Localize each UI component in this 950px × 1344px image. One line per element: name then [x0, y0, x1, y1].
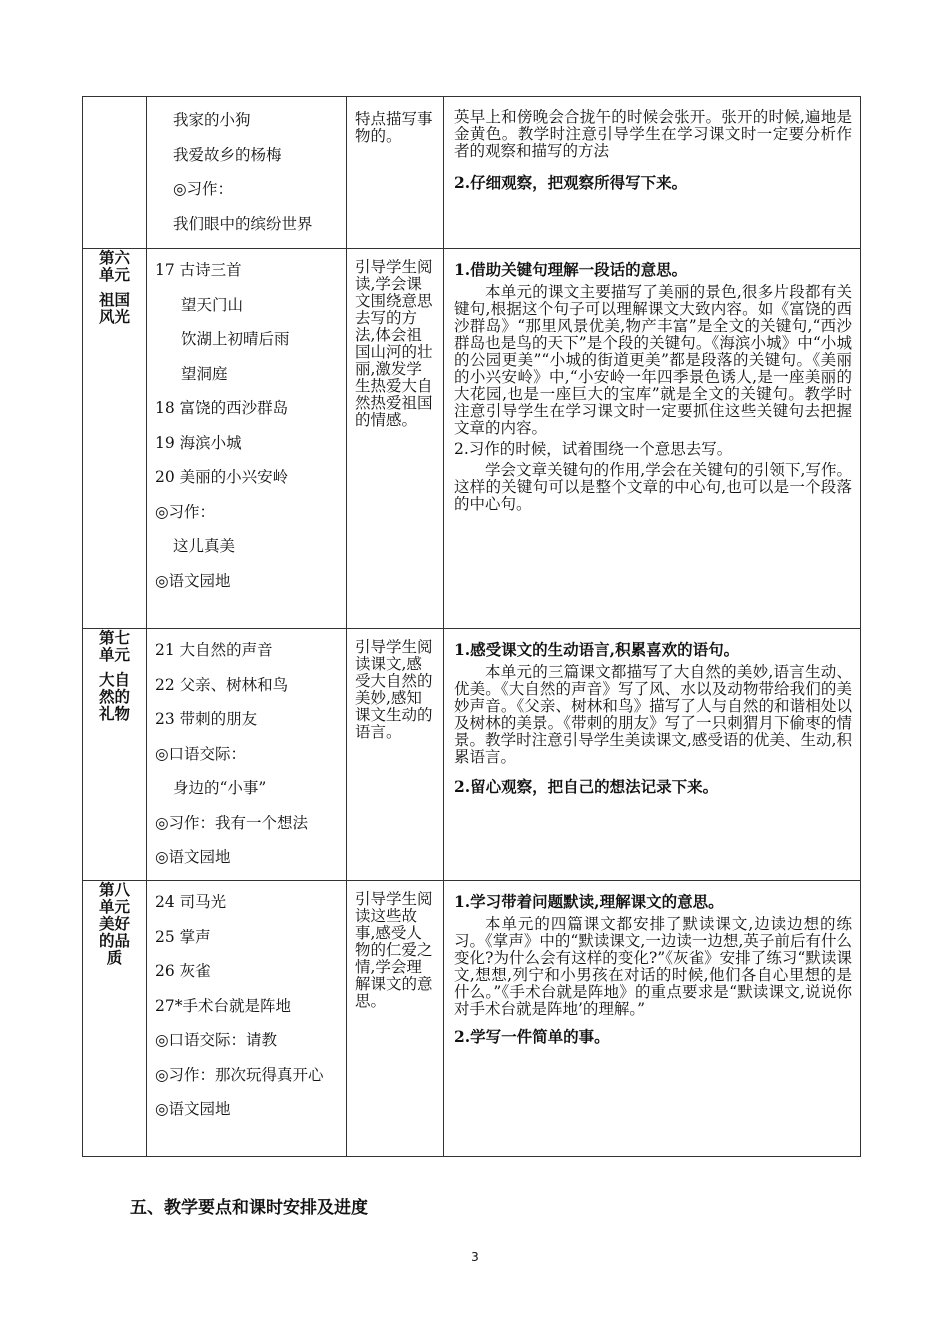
unit-label-line: 第七 [98, 628, 130, 647]
lesson-item: ◎语文园地 [155, 848, 231, 866]
table-row [83, 97, 861, 249]
lessons-cell [147, 881, 347, 1157]
unit-label-line: 第六 [98, 248, 130, 267]
lesson-item: ◎口语交际：请教 [155, 1031, 278, 1049]
lesson-item: ◎语文园地 [155, 1099, 231, 1118]
unit-label-line: 第八 [98, 880, 130, 899]
goal-cell: 引导学生阅读这些故事,感受人物的仁爱之情,学会理解课文的意思。 [347, 881, 444, 1157]
lesson-item: 23 带刺的朋友 [155, 710, 258, 728]
table-row [83, 249, 861, 629]
focus-heading: 2.仔细观察，把观察所得写下来。 [454, 173, 688, 192]
unit-label-line: 单元 [98, 645, 130, 664]
table-row [83, 629, 861, 881]
unit-label-line: 单元 [98, 897, 130, 916]
lesson-item: 18 富饶的西沙群岛 [155, 399, 289, 417]
lesson-item: 饮湖上初晴后雨 [181, 330, 290, 348]
unit-cell [83, 881, 147, 1157]
unit-label-line: 的品 [98, 931, 130, 950]
goal-cell: 特点描写事物的。 [347, 97, 444, 249]
lesson-item: ◎习作： [155, 502, 216, 521]
lessons-cell [147, 249, 347, 629]
unit-label-line: 大自 [98, 670, 130, 689]
goal-cell: 引导学生阅读课文,感受大自然的美妙,感知课文生动的语言。 [347, 629, 444, 881]
unit-cell [83, 97, 147, 249]
focus-heading: 2.学写一件简单的事。 [454, 1027, 610, 1046]
focus-heading: 1.借助关键句理解一段话的意思。 [454, 260, 688, 279]
lesson-item: 望天门山 [181, 295, 244, 314]
focus-cell [444, 249, 861, 629]
lesson-item: 我家的小狗 [173, 111, 251, 129]
curriculum-table-body [83, 97, 861, 1157]
lesson-item: 27*手术台就是阵地 [155, 996, 291, 1015]
focus-heading: 2.留心观察，把自己的想法记录下来。 [454, 777, 719, 796]
focus-paragraph: 2.习作的时候，试着围绕一个意思去写。 [454, 440, 733, 458]
curriculum-table [82, 96, 861, 1157]
lessons-cell [147, 97, 347, 249]
page-number: 3 [471, 1250, 479, 1264]
lesson-item: ◎习作： [173, 180, 234, 198]
unit-cell [83, 249, 147, 629]
lesson-item: 19 海滨小城 [155, 433, 242, 452]
focus-cell [444, 97, 861, 249]
section-title: 五、教学要点和课时安排及进度 [130, 1198, 368, 1218]
lesson-item: ◎习作：那次玩得真开心 [155, 1065, 324, 1084]
lesson-item: 我们眼中的缤纷世界 [173, 214, 313, 233]
lesson-item: 22 父亲、树林和鸟 [155, 675, 289, 694]
focus-paragraph: 本单元的四篇课文都安排了默读课文,边读边想的练习。《掌声》中的“默读课文,一边读一边想,英子前后有什么变化?为什么会有这样的变化?”《灰雀》安排了练习“默读课文,想想,列宁和小男孩在对话的时候,他们各自心里想的是什么。”《手术台就是阵地》的重点要求是“默读课文,说说你对手术台就是阵地’的理解。” [454, 915, 852, 1018]
unit-cell [83, 629, 147, 881]
focus-cell [444, 881, 861, 1157]
lesson-item: 我爱故乡的杨梅 [173, 145, 282, 164]
unit-label-line: 质 [106, 948, 123, 967]
lesson-item: ◎语文园地 [155, 571, 231, 590]
focus-heading: 1.学习带着问题默读,理解课文的意思。 [454, 892, 724, 911]
focus-heading: 1.感受课文的生动语言,积累喜欢的语句。 [454, 640, 740, 659]
lesson-item: 这儿真美 [173, 537, 236, 555]
lesson-item: 17 古诗三首 [155, 261, 242, 279]
lesson-item: ◎口语交际： [155, 744, 247, 763]
table-row [83, 881, 861, 1157]
lesson-item: 21 大自然的声音 [155, 641, 273, 659]
lesson-item: 24 司马光 [155, 893, 227, 911]
unit-label-line: 礼物 [98, 704, 130, 723]
lesson-item: 身边的“小事” [173, 779, 267, 797]
unit-label-line: 美好 [98, 914, 130, 933]
focus-paragraph: 学会文章关键句的作用,学会在关键句的引领下,写作。这样的关键句可以是整个文章的中心句,也可以是一个段落的中心句。 [454, 461, 852, 513]
lessons-cell [147, 629, 347, 881]
lesson-item: 25 掌声 [155, 927, 211, 946]
lesson-item: 26 灰雀 [155, 962, 211, 980]
unit-label-line: 然的 [98, 687, 130, 706]
focus-paragraph: 本单元的课文主要描写了美丽的景色,很多片段都有关键句,根据这个句子可以理解课文大致内容。如《富饶的西沙群岛》“那里风景优美,物产丰富”是全文的关键句,“西沙群岛也是鸟的天下”是个段的关键句。《海滨小城》中“小城的公园更美”“小城的街道更美”都是段落的关键句。《美丽的小兴安岭》中,“小安岭一年四季景色诱人,是一座美丽的大花园,也是一座巨大的宝库”就是全文的关键句。教学时注意引导学生在学习课文时一定要抓住这些关键句去把握文章的内容。 [454, 283, 852, 437]
goal-cell: 引导学生阅读,学会课文围绕意思去写的方法,体会祖国山河的壮丽,激发学生热爱大自然热爱祖国的情感。 [347, 249, 444, 629]
focus-paragraph: 本单元的三篇课文都描写了大自然的美妙,语言生动、优美。《大自然的声音》写了风、水以及动物带给我们的美妙声音。《父亲、树林和鸟》描写了人与自然的和谐相处以及树林的美景。《带刺的朋友》写了一只刺猬月下偷枣的情景。教学时注意引导学生美读课文,感受语的优美、生动,积累语言。 [454, 663, 852, 766]
unit-label-line: 风光 [98, 307, 130, 326]
lesson-item: 望洞庭 [181, 364, 228, 383]
focus-paragraph: 英早上和傍晚会合拢午的时候会张开。张开的时候,遍地是金黄色。教学时注意引导学生在学习课文时一定要分析作者的观察和描写的方法 [454, 108, 852, 160]
focus-cell [444, 629, 861, 881]
unit-label-line: 单元 [98, 265, 130, 284]
lesson-item: 20 美丽的小兴安岭 [155, 468, 289, 486]
unit-label-line: 祖国 [98, 290, 130, 309]
lesson-item: ◎习作：我有一个想法 [155, 813, 309, 832]
